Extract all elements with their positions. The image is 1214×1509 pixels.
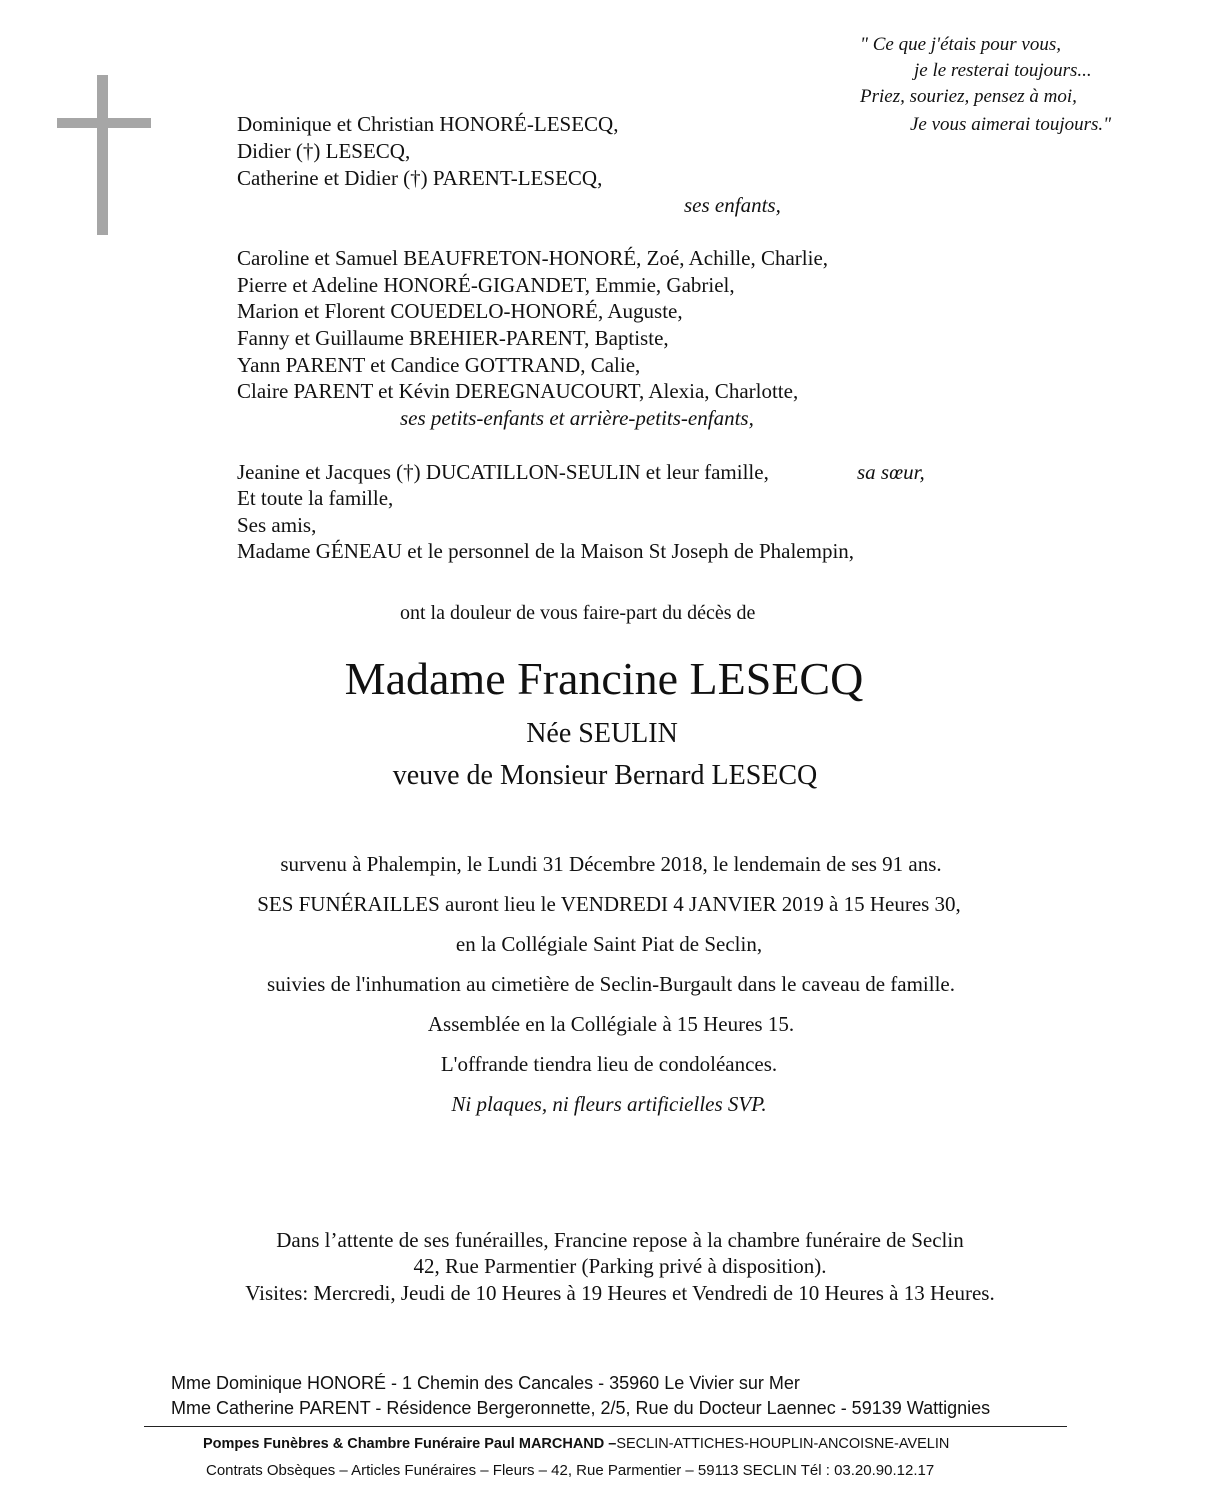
wake-line: Visites: Mercredi, Jeudi de 10 Heures à 19 Heures et Vendredi de 10 Heures à 13 Heures. bbox=[245, 1281, 995, 1305]
grandchild-line: Marion et Florent COUEDELO-HONORÉ, Auguste, bbox=[237, 299, 683, 323]
company-line bbox=[203, 1436, 949, 1452]
address-line: Mme Dominique HONORÉ - 1 Chemin des Cancales - 35960 Le Vivier sur Mer bbox=[171, 1373, 800, 1393]
grandchild-line: Caroline et Samuel BEAUFRETON-HONORÉ, Zoé, Achille, Charlie, bbox=[237, 246, 829, 270]
company-contracts: Contrats Obsèques – Articles Funéraires – Fleurs – 42, Rue Parmentier – 59113 SECLIN Tél : 03.20.90.12.17 bbox=[206, 1462, 935, 1479]
poem-line-2: je le resterai toujours... bbox=[914, 60, 1092, 81]
widow-of: veuve de Monsieur Bernard LESECQ bbox=[392, 760, 818, 791]
other-line: Ses amis, bbox=[237, 513, 317, 537]
detail-line: survenu à Phalempin, le Lundi 31 Décembre 2018, le lendemain de ses 91 ans. bbox=[280, 852, 942, 876]
poem-line-1: " Ce que j'étais pour vous, bbox=[860, 34, 1061, 55]
maiden-name: Née SEULIN bbox=[526, 718, 678, 749]
grandchild-line: Claire PARENT et Kévin DEREGNAUCOURT, Alexia, Charlotte, bbox=[237, 379, 799, 403]
children-caption: ses enfants, bbox=[684, 193, 781, 217]
grandchild-line: Pierre et Adeline HONORÉ-GIGANDET, Emmie, Gabriel, bbox=[237, 273, 735, 297]
detail-line: L'offrande tiendra lieu de condoléances. bbox=[440, 1052, 778, 1076]
grandchild-line: Fanny et Guillaume BREHIER-PARENT, Baptiste, bbox=[237, 326, 669, 350]
grandchildren-caption: ses petits-enfants et arrière-petits-enfants, bbox=[400, 406, 754, 430]
detail-line: en la Collégiale Saint Piat de Seclin, bbox=[455, 932, 763, 956]
poem-line-4: Je vous aimerai toujours." bbox=[910, 114, 1112, 135]
wake-line: 42, Rue Parmentier (Parking privé à disposition). bbox=[413, 1254, 827, 1278]
child-line: Dominique et Christian HONORÉ-LESECQ, bbox=[237, 112, 619, 136]
sister-caption: sa sœur, bbox=[857, 460, 925, 484]
cross-horizontal-bar bbox=[57, 118, 151, 128]
other-line: Madame GÉNEAU et le personnel de la Maison St Joseph de Phalempin, bbox=[237, 539, 855, 563]
flowers-note: Ni plaques, ni fleurs artificielles SVP. bbox=[451, 1092, 767, 1116]
deceased-name: Madame Francine LESECQ bbox=[344, 653, 864, 704]
cross-vertical-bar bbox=[97, 75, 108, 235]
child-line: Catherine et Didier (†) PARENT-LESECQ, bbox=[237, 166, 603, 190]
announcement-intro: ont la douleur de vous faire-part du décès de bbox=[400, 602, 756, 624]
poem-line-3: Priez, souriez, pensez à moi, bbox=[860, 86, 1077, 107]
detail-line: SES FUNÉRAILLES auront lieu le VENDREDI 4 JANVIER 2019 à 15 Heures 30, bbox=[257, 892, 961, 916]
sister-line: Jeanine et Jacques (†) DUCATILLON-SEULIN et leur famille, bbox=[237, 460, 769, 484]
detail-line: Assemblée en la Collégiale à 15 Heures 15. bbox=[427, 1012, 795, 1036]
company-name: Pompes Funèbres & Chambre Funéraire Paul MARCHAND – bbox=[203, 1436, 617, 1452]
address-line: Mme Catherine PARENT - Résidence Bergeronnette, 2/5, Rue du Docteur Laennec - 59139 Wattignies bbox=[171, 1398, 991, 1418]
company-locations: SECLIN-ATTICHES-HOUPLIN-ANCOISNE-AVELIN bbox=[616, 1436, 950, 1452]
grandchild-line: Yann PARENT et Candice GOTTRAND, Calie, bbox=[237, 353, 641, 377]
wake-line: Dans l’attente de ses funérailles, Francine repose à la chambre funéraire de Seclin bbox=[276, 1228, 964, 1252]
child-line: Didier (†) LESECQ, bbox=[237, 139, 411, 163]
other-line: Et toute la famille, bbox=[237, 486, 394, 510]
detail-line: suivies de l'inhumation au cimetière de Seclin-Burgault dans le caveau de famille. bbox=[266, 972, 955, 996]
footer-divider bbox=[144, 1426, 1067, 1427]
